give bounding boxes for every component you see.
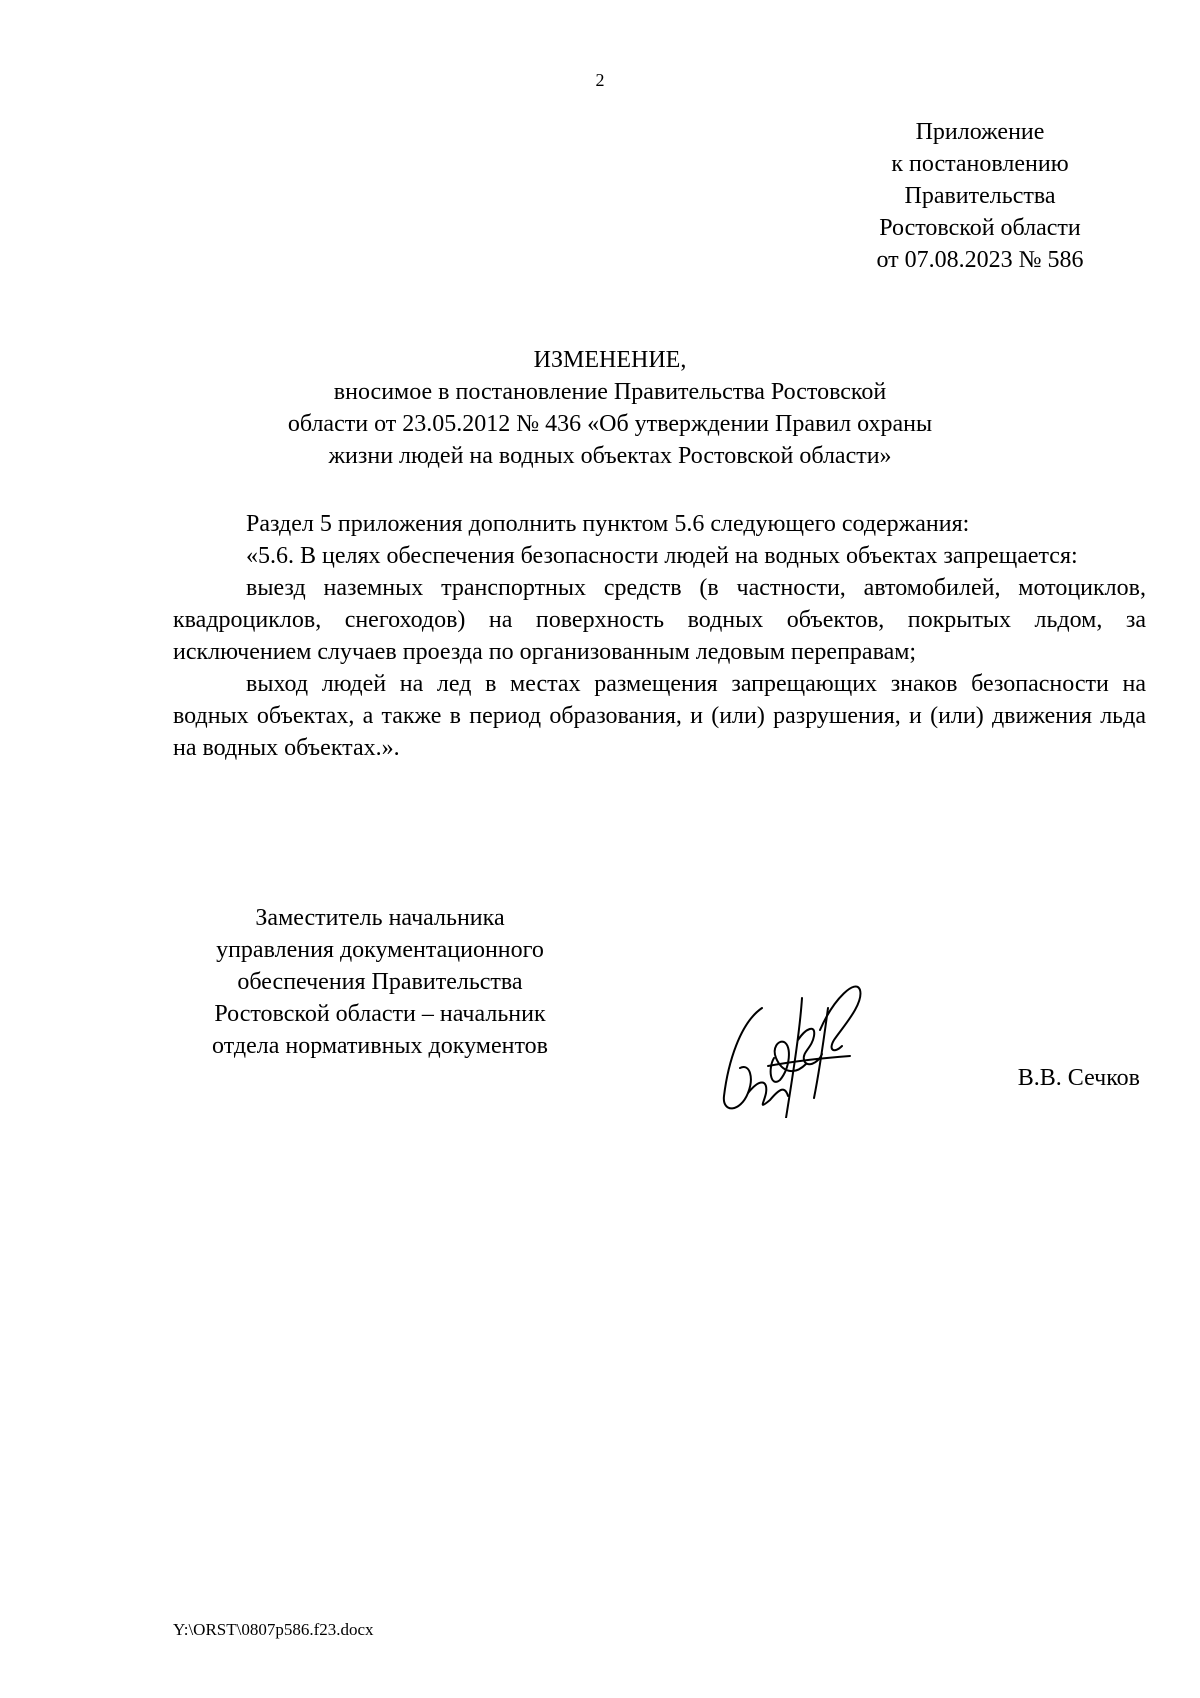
- body-paragraph: «5.6. В целях обеспечения безопасности людей на водных объектах запрещается:: [246, 543, 1078, 569]
- document-body: [173, 508, 1146, 764]
- signatory-position-line: отдела нормативных документов: [212, 1033, 548, 1059]
- appendix-line: Приложение: [915, 119, 1045, 145]
- file-path-footer: Y:\ORST\0807p586.f23.docx: [173, 1620, 374, 1639]
- signatory-position-line: обеспечения Правительства: [237, 969, 523, 995]
- title-subtitle-line: вносимое в постановление Правительства Ростовской: [333, 379, 887, 405]
- page-number: 2: [595, 70, 605, 90]
- appendix-line: Правительства: [904, 183, 1056, 209]
- title-heading: ИЗМЕНЕНИЕ,: [533, 347, 687, 373]
- appendix-line: от 07.08.2023 № 586: [876, 247, 1084, 273]
- signatory-position: [170, 902, 590, 1062]
- appendix-line: к постановлению: [891, 151, 1069, 177]
- signer-name: В.В. Сечков: [1017, 1065, 1140, 1091]
- appendix-header: [840, 116, 1120, 276]
- title-subtitle-line: жизни людей на водных объектах Ростовской области»: [328, 443, 892, 469]
- handwritten-signature: [710, 968, 880, 1118]
- document-title: [170, 344, 1050, 472]
- body-paragraph: Раздел 5 приложения дополнить пунктом 5.6 следующего содержания:: [246, 511, 970, 537]
- appendix-line: Ростовской области: [879, 215, 1081, 241]
- body-paragraph: выезд наземных транспортных средств (в частности, автомобилей, мотоциклов, квадроциклов, снегоходов) на поверхность водных объектов, покрытых льдом, за исключением случаев проезда по организованным ледовым переправам;: [173, 575, 1146, 665]
- signatory-position-line: Заместитель начальника: [255, 905, 505, 931]
- signatory-position-line: управления документационного: [216, 937, 544, 963]
- title-subtitle-line: области от 23.05.2012 № 436 «Об утверждении Правил охраны: [287, 411, 933, 437]
- body-paragraph: выход людей на лед в местах размещения запрещающих знаков безопасности на водных объектах, а также в период образования, и (или) разрушения, и (или) движения льда на водных объектах.».: [173, 671, 1146, 761]
- signatory-position-line: Ростовской области – начальник: [214, 1001, 546, 1027]
